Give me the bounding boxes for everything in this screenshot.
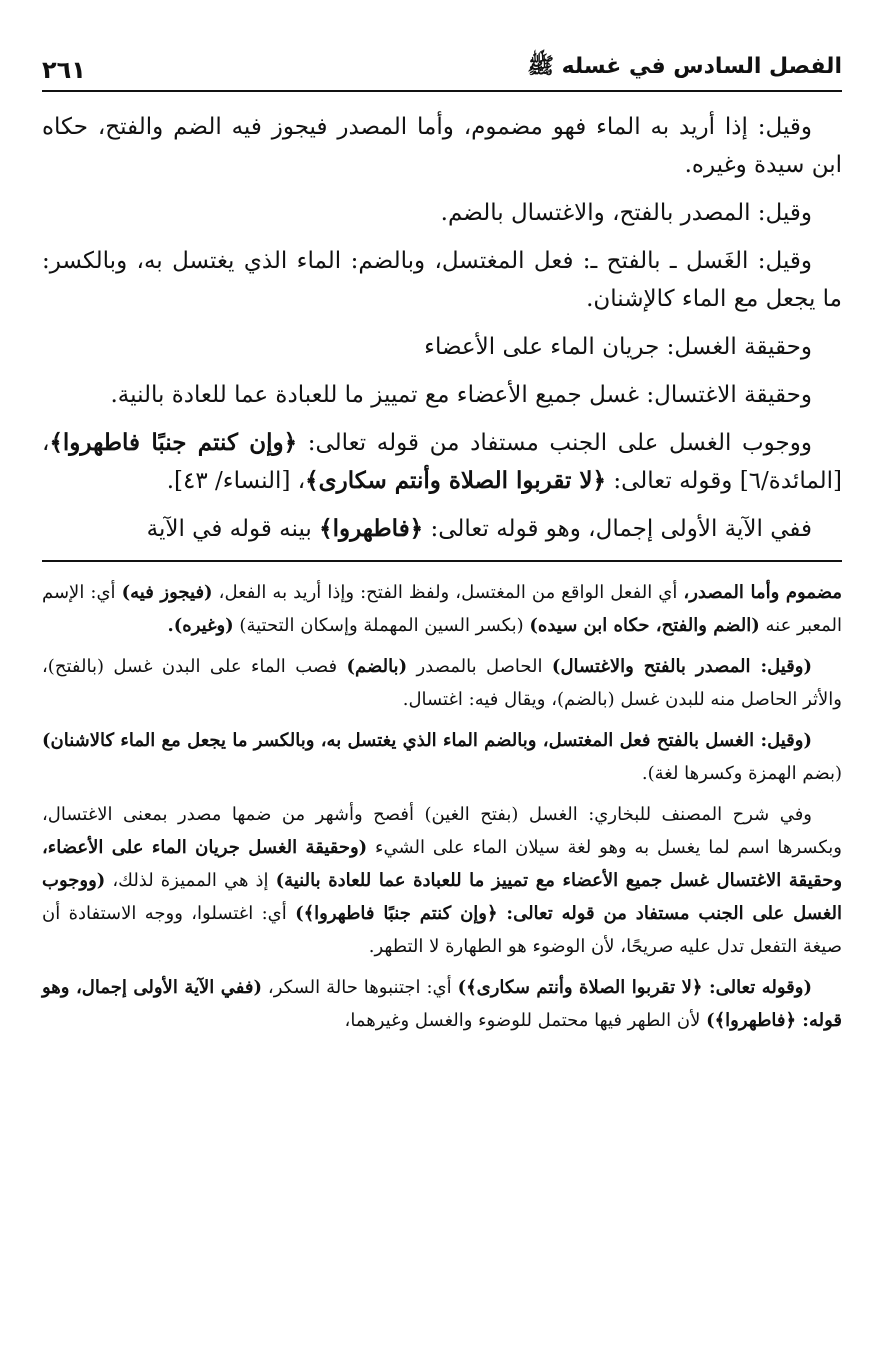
text-run: ، [المائدة/٦] وقوله تعالى: [42,430,842,494]
text-run: فصب الماء على البدن غسل (بالفتح)، والأثر الحاصل منه للبدن غسل (بالضم)، ويقال فيه: اغتسال. [42,656,842,710]
text-run: أي: اغتسلوا، ووجه الاستفادة أن صيغة التفعل تدل عليه صريحًا، لأن الوضوء هو الطهارة لا التطهر. [42,903,842,957]
main-paragraph [42,510,842,548]
commentary-divider [42,560,842,562]
commentary-paragraph [42,971,842,1037]
quoted-text: (ففي الآية الأولى إجمال، وهو قوله: ﴿فاطهروا﴾) [42,977,842,1031]
quoted-text: (الضم والفتح، حكاه ابن سيده) [529,615,760,636]
quoted-text: (وقيل: الغسل بالفتح فعل المغتسل، وبالضم الماء الذي يغتسل به، وبالكسر ما يجعل مع الماء كالاشنان) [42,730,812,751]
quoted-text: مضموم وأما المصدر، [683,582,842,603]
text-run: أي: الإسم المعبر عنه [42,582,842,636]
page [42,38,842,1045]
text-run: الحاصل بالمصدر [407,656,552,677]
quoted-text: (ووجوب الغسل على الجنب مستفاد من قوله تعالى: ﴿وإن كنتم جنبًا فاطهروا﴾) [42,870,842,924]
main-paragraph: وقيل: المصدر بالفتح، والاغتسال بالضم. [440,200,812,226]
quran-verse: ﴿لا تقربوا الصلاة وأنتم سكارى﴾ [305,467,607,494]
quoted-text: (بالضم) [346,656,408,677]
running-header [42,38,842,92]
quoted-text: (وقوله تعالى: ﴿لا تقربوا الصلاة وأنتم سكارى﴾) [457,977,812,998]
main-paragraph: وحقيقة الغسل: جريان الماء على الأعضاء [424,334,812,360]
quran-verse: ﴿وإن كنتم جنبًا فاطهروا﴾ [49,429,298,456]
quoted-text: (وحقيقة الغسل جريان الماء على الأعضاء، وحقيقة الاغتسال غسل جميع الأعضاء مع تمييز ما للعبادة عما للعادة بالنية) [42,837,843,891]
main-paragraph: وقيل: إذا أريد به الماء فهو مضموم، وأما المصدر فيجوز فيه الضم والفتح، حكاه ابن سيدة وغيره. [42,114,842,178]
page-number: ٢٦١ [42,56,86,84]
text-run: ففي الآية الأولى إجمال، وهو قوله تعالى: [423,516,812,542]
text-run: بينه قوله في الآية [146,516,320,542]
chapter-title: الفصل السادس في غسله ﷺ [527,54,842,79]
main-text [42,108,842,548]
text-run: أي: اجتنبوها حالة السكر، [261,977,458,998]
commentary-paragraph [42,576,842,642]
main-paragraph: وحقيقة الاغتسال: غسل جميع الأعضاء مع تمييز ما للعبادة عما للعادة بالنية. [110,382,812,408]
text-run: أي الفعل الواقع من المغتسل، ولفظ الفتح: وإذا أريد به الفعل، [212,582,684,603]
quoted-text: (فيجوز فيه) [121,582,213,603]
commentary-paragraph [42,724,842,790]
text-run: وفي شرح المصنف للبخاري: الغسل (بفتح الغين) أفصح وأشهر من ضمها مصدر بمعنى الاغتسال، وبكسرها اسم لما يغسل به وهو لغة سيلان الماء على الشيء [42,804,842,858]
main-paragraph [42,424,842,500]
text-run: ووجوب الغسل على الجنب مستفاد من قوله تعالى: [297,430,812,456]
text-run: لأن الطهر فيها محتمل للوضوء والغسل وغيرهما، [344,1010,707,1031]
text-run: ، [النساء/ ٤٣]. [166,468,306,494]
quran-verse: ﴿فاطهروا﴾ [319,515,424,542]
text-run: (بكسر السين المهملة وإسكان التحتية) [233,615,530,636]
main-paragraph: وقيل: الغَسل ـ بالفتح ـ: فعل المغتسل، وبالضم: الماء الذي يغتسل به، وبالكسر: ما يجعل مع الماء كالإشنان. [42,248,842,312]
text-run: إذ هي المميزة لذلك، [105,870,276,891]
commentary-paragraph [42,798,842,963]
quoted-text: (وغيره). [167,615,234,636]
commentary-paragraph [42,650,842,716]
commentary-text [42,576,842,1037]
text-run: (بضم الهمزة وكسرها لغة). [641,763,842,784]
quoted-text: (وقيل: المصدر بالفتح والاغتسال) [551,656,812,677]
